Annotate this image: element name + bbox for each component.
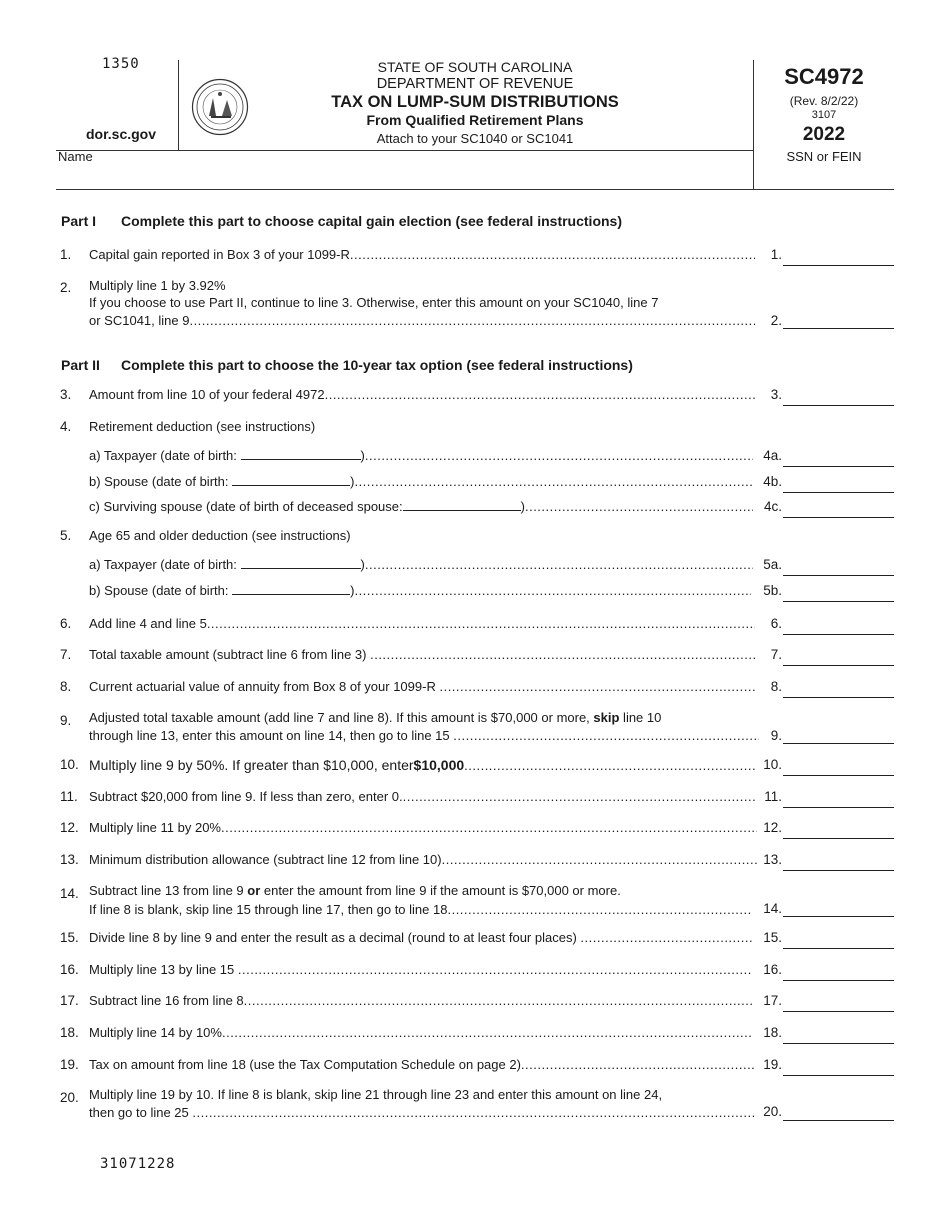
name-row-top-rule <box>56 150 753 151</box>
part2-header <box>61 357 633 373</box>
line-18: 18. Multiply line 14 by 10% ..... 18. <box>0 1025 950 1045</box>
form-revision: (Rev. 8/2/22) <box>789 94 859 108</box>
line-4b-amount-field[interactable] <box>783 474 894 493</box>
form-code-bottom: 31071228 <box>100 1156 176 1172</box>
deceased-spouse-dob-field[interactable] <box>403 499 521 511</box>
line-7: 7. Total taxable amount (subtract line 6 from line 3) ..... 7. <box>0 647 950 667</box>
line-4b: b) Spouse (date of birth: ) ..... 4b. <box>0 474 950 494</box>
form-subtitle: From Qualified Retirement Plans <box>366 112 584 128</box>
line-20: 20. Multiply line 19 by 10. If line 8 is blank, skip line 21 through line 23 and enter this amount on line 24, then go to line 25 ..... 20. <box>0 1087 950 1123</box>
part2-label: Part II <box>61 357 100 373</box>
name-label: Name <box>58 149 93 164</box>
part1-heading: Complete this part to choose capital gain election (see federal instructions) <box>121 213 622 229</box>
line-9-amount-field[interactable] <box>783 725 894 744</box>
form-id: SC4972 <box>784 64 864 89</box>
line-17: 17. Subtract line 16 from line 8 ..... 17. <box>0 993 950 1013</box>
line-14-amount-field[interactable] <box>783 898 894 917</box>
line-5a: a) Taxpayer (date of birth: ) ..... 5a. <box>0 557 950 577</box>
line-4c-amount-field[interactable] <box>783 499 894 518</box>
line-5b-amount-field[interactable] <box>783 583 894 602</box>
line-4a-amount-field[interactable] <box>783 448 894 467</box>
line-5b: b) Spouse (date of birth: ) ..... 5b. <box>0 583 950 603</box>
line-19: 19. Tax on amount from line 18 (use the Tax Computation Schedule on page 2) ..... 19. <box>0 1057 950 1077</box>
attach-note: Attach to your SC1040 or SC1041 <box>376 131 574 146</box>
line-14: 14. Subtract line 13 from line 9 or enter the amount from line 9 if the amount is $70,000 or more. If line 8 is blank, skip line 15 through line 17, then go to line 18 ..... 14. <box>0 883 950 919</box>
spouse-dob-field[interactable] <box>232 474 350 486</box>
line-18-amount-field[interactable] <box>783 1025 894 1044</box>
website-label: dor.sc.gov <box>86 126 157 142</box>
part1-label: Part I <box>61 213 97 229</box>
line-5: 5. Age 65 and older deduction (see instructions) <box>60 528 351 543</box>
department-name: DEPARTMENT OF REVENUE <box>376 76 574 92</box>
line-8-amount-field[interactable] <box>783 679 894 698</box>
line-9: 9. Adjusted total taxable amount (add line 7 and line 8). If this amount is $70,000 or more, skip line 10 through line 13, enter this amount on line 14, then go to line 15 ..... 9. <box>0 710 950 746</box>
state-seal-icon <box>191 78 249 136</box>
tax-year: 2022 <box>802 124 846 145</box>
line-7-amount-field[interactable] <box>783 647 894 666</box>
line-16-amount-field[interactable] <box>783 962 894 981</box>
spouse-dob-field-2[interactable] <box>232 583 350 595</box>
state-name: STATE OF SOUTH CAROLINA <box>377 59 573 75</box>
part1-header <box>61 213 622 229</box>
line-4a: a) Taxpayer (date of birth: ) ..... 4a. <box>0 448 950 468</box>
line-16: 16. Multiply line 13 by line 15 ..... 16. <box>0 962 950 982</box>
line-13-amount-field[interactable] <box>783 852 894 871</box>
line-2-amount-field[interactable] <box>783 310 894 329</box>
line-10-amount-field[interactable] <box>783 757 894 776</box>
header-divider-left <box>178 60 179 150</box>
revision-code: 3107 <box>811 109 837 121</box>
line-5a-amount-field[interactable] <box>783 557 894 576</box>
line-6-amount-field[interactable] <box>783 616 894 635</box>
name-row-bottom-rule <box>56 189 894 190</box>
line-10: 10. Multiply line 9 by 50%. If greater than $10,000, enter $10,000 ..... 10. <box>0 757 950 777</box>
taxpayer-dob-field[interactable] <box>241 448 361 460</box>
line-3-amount-field[interactable] <box>783 387 894 406</box>
line-12-amount-field[interactable] <box>783 820 894 839</box>
line-2: 2. Multiply line 1 by 3.92% If you choose to use Part II, continue to line 3. Otherwise, enter this amount on your SC1040, line 7 or SC1041, line 9 ..... 2. <box>0 278 950 330</box>
ssn-label: SSN or FEIN <box>786 149 862 164</box>
name-field[interactable] <box>58 160 748 186</box>
line-6: 6. Add line 4 and line 5 ..... 6. <box>0 616 950 636</box>
line-4: 4. Retirement deduction (see instructions) <box>60 419 316 434</box>
part2-heading: Complete this part to choose the 10-year tax option (see federal instructions) <box>121 357 633 373</box>
taxpayer-dob-field-2[interactable] <box>241 557 361 569</box>
line-8: 8. Current actuarial value of annuity from Box 8 of your 1099-R ..... 8. <box>0 679 950 699</box>
ssn-field[interactable] <box>758 166 892 188</box>
line-13: 13. Minimum distribution allowance (subtract line 12 from line 10) ..... 13. <box>0 852 950 872</box>
line-20-amount-field[interactable] <box>783 1102 894 1121</box>
line-4c: c) Surviving spouse (date of birth of deceased spouse: ) ..... 4c. <box>0 499 950 519</box>
line-15: 15. Divide line 8 by line 9 and enter the result as a decimal (round to at least four places) ..... 15. <box>0 930 950 950</box>
line-1: 1. Capital gain reported in Box 3 of your 1099-R ..... 1. <box>0 247 950 267</box>
line-12: 12. Multiply line 11 by 20% ..... 12. <box>0 820 950 840</box>
line-11: 11. Subtract $20,000 from line 9. If less than zero, enter 0. ..... 11. <box>0 789 950 809</box>
line-19-amount-field[interactable] <box>783 1057 894 1076</box>
line-15-amount-field[interactable] <box>783 930 894 949</box>
line-17-amount-field[interactable] <box>783 993 894 1012</box>
form-code-top: 1350 <box>102 56 140 72</box>
line-3: 3. Amount from line 10 of your federal 4972 ..... 3. <box>0 387 950 407</box>
line-11-amount-field[interactable] <box>783 789 894 808</box>
line-1-amount-field[interactable] <box>783 247 894 266</box>
form-title: TAX ON LUMP-SUM DISTRIBUTIONS <box>331 93 619 111</box>
